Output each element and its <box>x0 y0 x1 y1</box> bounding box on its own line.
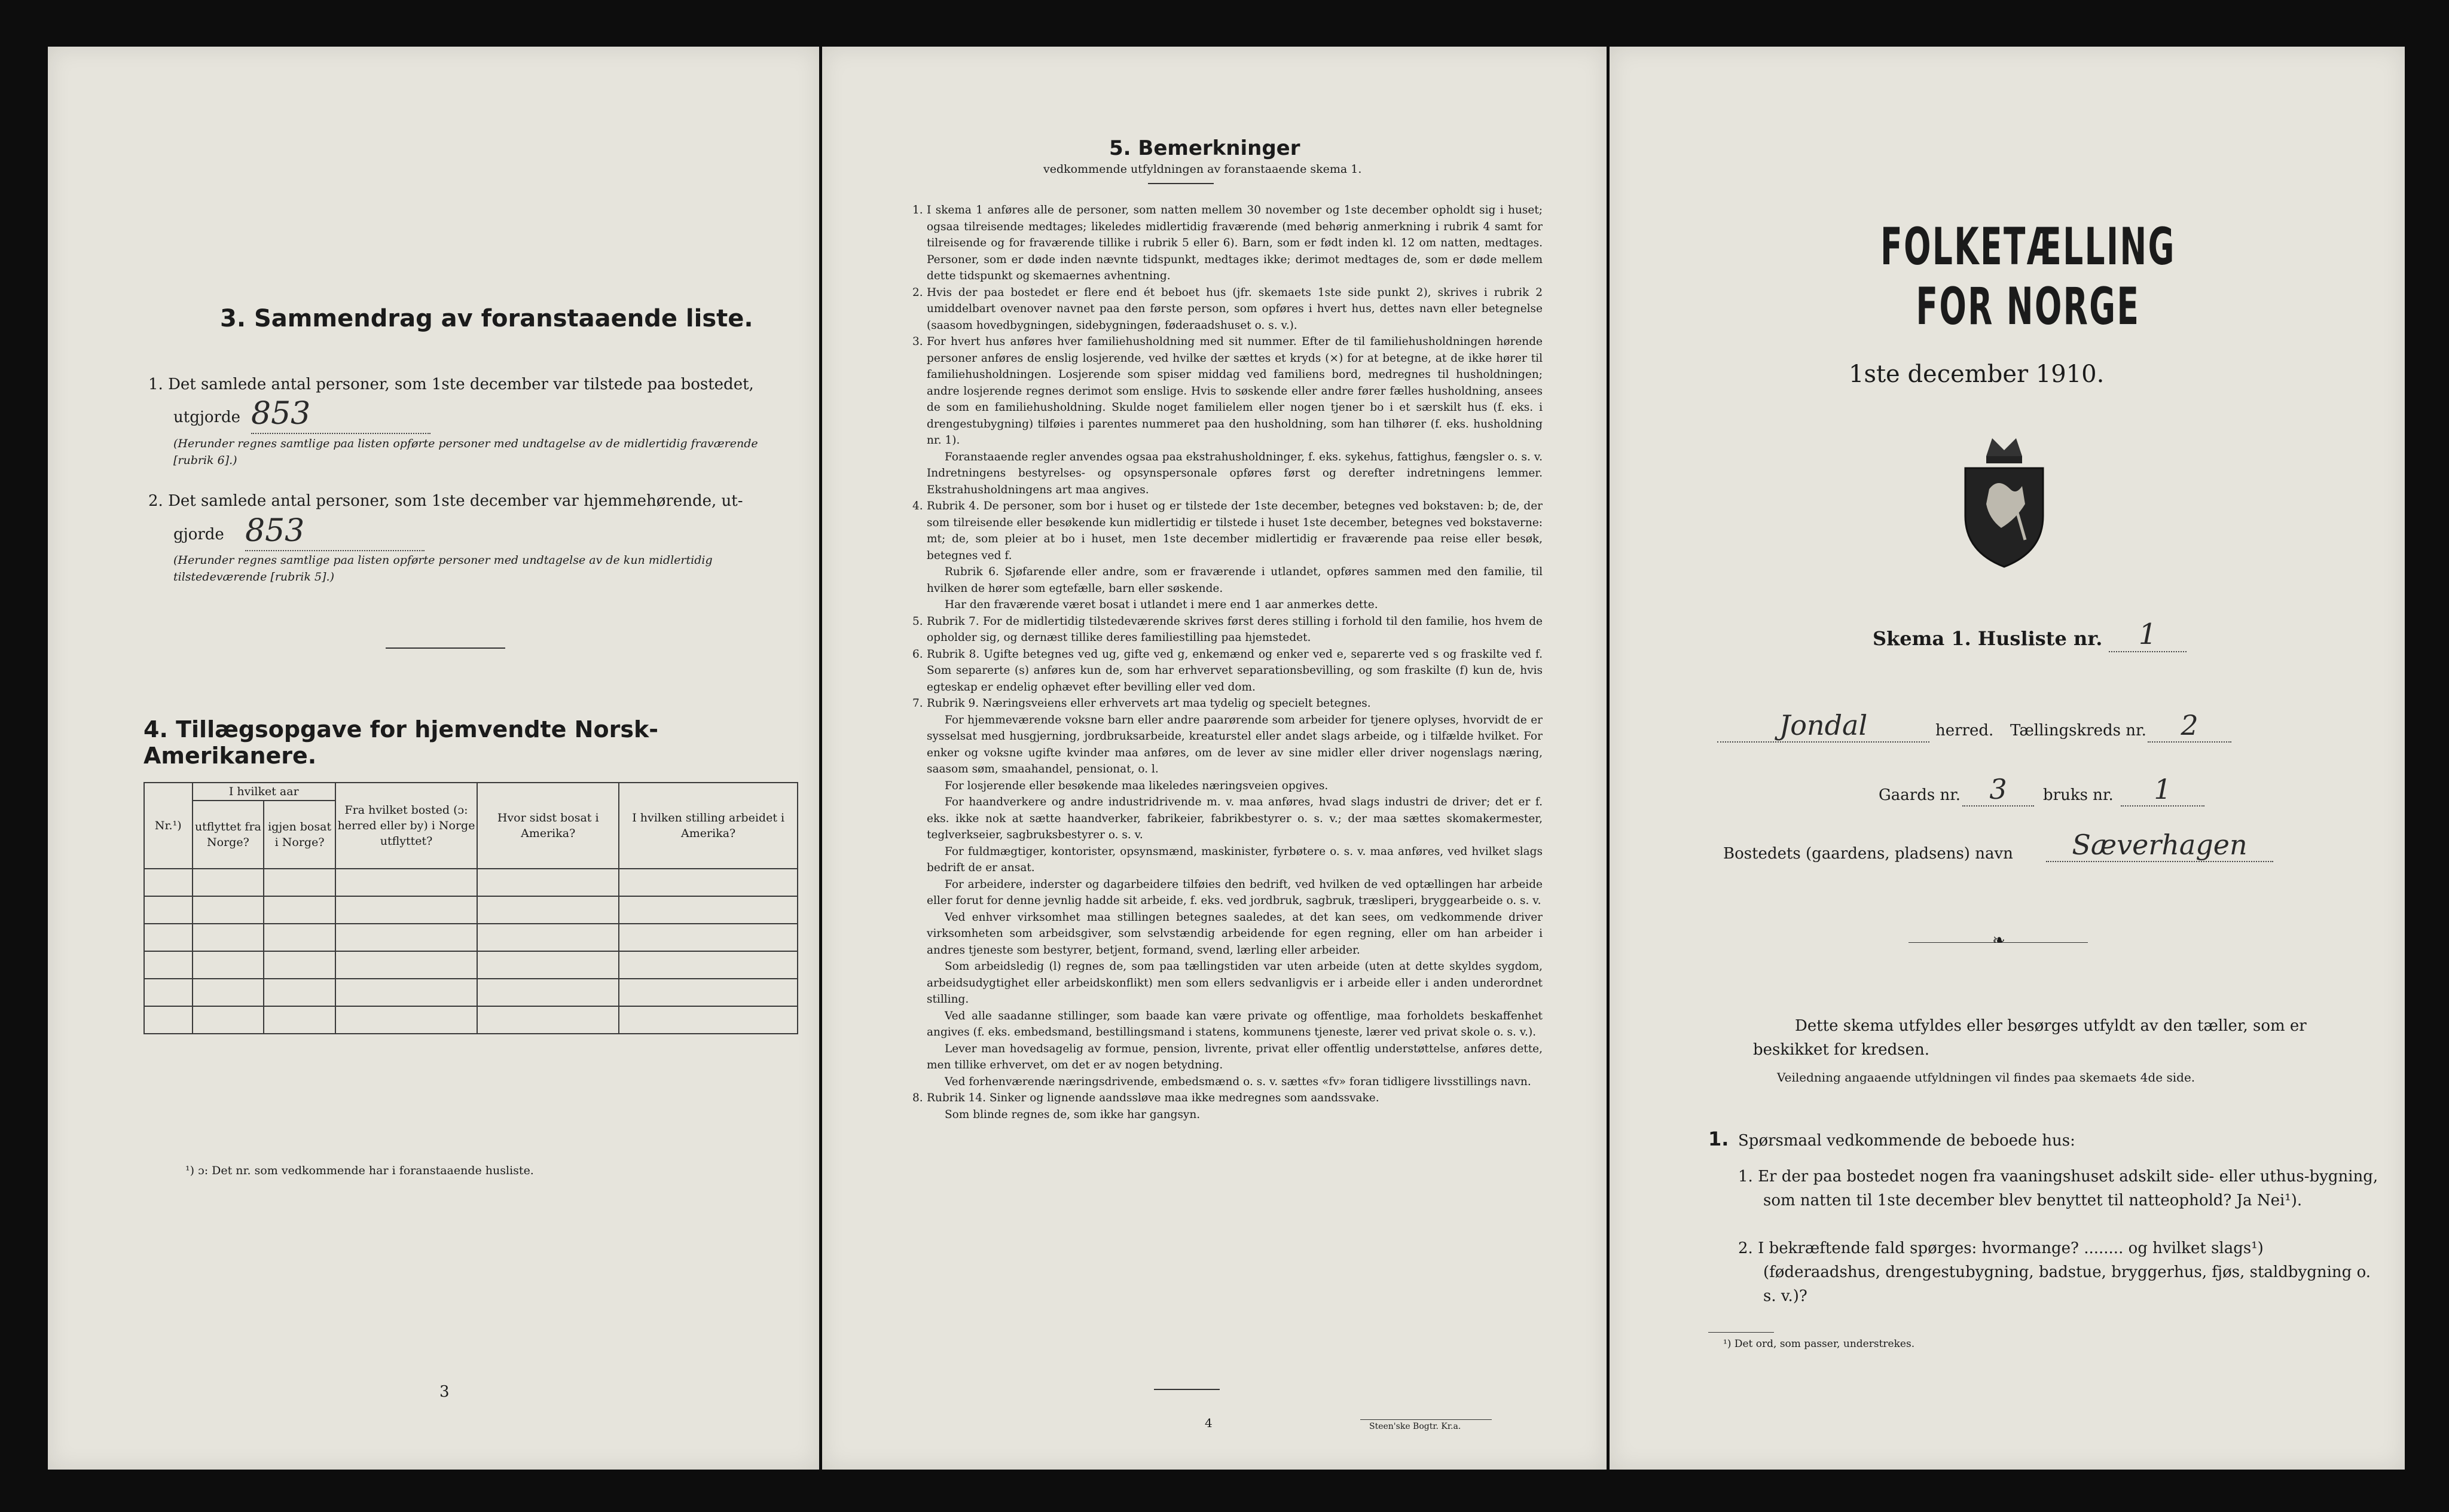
herred-label: herred. <box>1935 722 1994 740</box>
norsk-amerikanere-table <box>143 782 798 1034</box>
remark-text: Rubrik 8. Ugifte betegnes ved ug, gifte ved g, enkemænd og enker ved e, separerte ved s og fraskilte ved f. Som separerte (s) anføres kun de, som har erhvervet separationsbevilling, og som fraskilte (f) kun de, hvis egteskap er endelig ophævet efter bevilling eller ved dom. <box>927 647 1543 694</box>
section4-title: 4. Tillægsopgave for hjemvendte Norsk-Amerikanere. <box>143 716 658 769</box>
remark-paragraph <box>927 778 1543 795</box>
question-header: Spørsmaal vedkommende de beboede hus: <box>1738 1132 2075 1150</box>
remark-text: For fuldmægtiger, kontorister, opsynsmænd, maskinister, fyrbøtere o. s. v. maa anføres, ved hvilket slags bedrift de er ansat. <box>927 845 1543 874</box>
footnote: ¹) ɔ: Det nr. som vedkommende har i foranstaaende husliste. <box>185 1164 534 1177</box>
remark-paragraph <box>927 597 1543 613</box>
remark-text: Rubrik 6. Sjøfarende eller andre, som er fraværende i utlandet, opføres sammen med den familie, til hvilken de hører som egtefælle, barn eller søskende. <box>927 566 1543 595</box>
page-number: 3 <box>439 1383 450 1401</box>
remark-text: Som blinde regnes de, som ikke har gangsyn. <box>945 1108 1201 1121</box>
remark-text: Rubrik 9. Næringsveiens eller erhvervets art maa tydelig og specielt betegnes. <box>927 697 1371 710</box>
guidance-text: Veiledning angaaende utfyldningen vil findes paa skemaets 4de side. <box>1777 1070 2195 1085</box>
remark-text: Lever man hovedsagelig av formue, pension, livrente, privat eller offentlig understøttelse, anføres dette, men tillike erhvervet, om det er av nogen betydning. <box>927 1042 1543 1071</box>
table-row <box>144 979 798 1006</box>
remark-text: Rubrik 4. De personer, som bor i huset og er tilstede der 1ste december, betegnes ved bokstaven: b; de, der som tilreisende eller besøkende kun midlertidig er tilstede i huset 1ste december, betegnes ved bokstaverne: mt; de, som pleier at bo i huset, men 1ste december midlertidig er fraværende paa reise eller besøk, betegnes ved f. <box>927 500 1543 562</box>
remarks-title: 5. Bemerkninger <box>1109 136 1300 160</box>
remark-number: 6. <box>912 647 923 661</box>
remark-paragraph <box>927 1107 1543 1123</box>
right-page <box>1610 47 2405 1470</box>
item1-value: 853 <box>251 395 430 434</box>
col-utflyttet: utflyttet fra Norge? <box>193 801 264 869</box>
remark-number: 7. <box>912 697 923 710</box>
husliste-number: 1 <box>2109 618 2187 652</box>
form-date: 1ste december 1910. <box>1849 361 2105 388</box>
remark-text: For haandverkere og andre industridrivende m. v. maa anføres, hvad slags industri de driver; det er f. eks. ikke nok at sætte haandverker, fabrikeier, fabrikbestyrer o. s. v.; der maa sættes skomakermester, teglverkseier, sagbruksbestyrer o. s. v. <box>927 796 1543 841</box>
bosted-label: Bostedets (gaardens, pladsens) navn <box>1723 845 2013 863</box>
section3-title: 3. Sammendrag av foranstaaende liste. <box>220 305 753 332</box>
remarks-text <box>912 202 1543 1123</box>
printer-rule <box>1360 1419 1492 1420</box>
remark-paragraph <box>927 1041 1543 1074</box>
col-fra-bosted: Fra hvilket bosted (ɔ: herred eller by) i Norge utflyttet? <box>335 783 477 869</box>
remark-text: Har den fraværende været bosat i utlandet i mere end 1 aar anmerkes dette. <box>945 598 1378 611</box>
item2-value: 853 <box>245 512 425 551</box>
col-hvilket-aar: I hvilket aar <box>193 783 335 801</box>
bruks-value: 1 <box>2121 773 2204 807</box>
remark-text: Rubrik 7. For de midlertidig tilstedeværende skrives først deres stilling i forhold til den familie, hos hvem de opholder sig, og dernæst tillike deres familiestilling paa hjemstedet. <box>927 615 1543 644</box>
coat-of-arms-icon <box>1953 432 2055 570</box>
remark-paragraph <box>927 449 1543 499</box>
item1-text: 1. Det samlede antal personer, som 1ste december var tilstede paa bostedet, <box>148 375 754 393</box>
remarks-subtitle: vedkommende utfyldningen av foranstaaende skema 1. <box>1043 163 1362 176</box>
remark-paragraph <box>927 1074 1543 1091</box>
item2-text: 2. Det samlede antal personer, som 1ste december var hjemmehørende, ut- <box>148 492 743 510</box>
remark-text: Ved enhver virksomhet maa stillingen betegnes saaledes, at det kan sees, om vedkommende driver virksomheten som arbeidsgiver, som selvstændig arbeidende for egen regning, eller om han arbeider i andres tjeneste som bestyrer, betjent, formand, svend, lærling eller arbeider. <box>927 911 1543 957</box>
table-row <box>144 869 798 896</box>
ornament-icon: ❧ <box>1992 931 2005 949</box>
remark-text: Som arbeidsledig (l) regnes de, som paa tællingstiden var uten arbeide (uten at dette skyldes sygdom, arbeidsudygtighet eller arbeidskonflikt) men som ellers sedvanligvis er i arbeide eller i anden underordnet stilling. <box>927 960 1543 1006</box>
bottom-rule <box>1154 1389 1220 1390</box>
remark-paragraph <box>912 285 1543 334</box>
remark-paragraph <box>927 876 1543 909</box>
remark-paragraph <box>912 613 1543 646</box>
table-row <box>144 1006 798 1034</box>
item1-prefix: utgjorde <box>173 408 241 426</box>
remark-text: For arbeidere, inderster og dagarbeidere tilføies den bedrift, ved hvilken de ved optællingen har arbeide eller forut for denne jevnlig hadde sit arbeide, f. eks. ved jordbruk, sagbruk, træsliperi, bryggearbeide o. s. v. <box>927 878 1543 907</box>
remark-text: For hjemmeværende voksne barn eller andre paarørende som arbeider for tjenere oplyses, hvorvidt de er sysselsat med husgjerning, jordbruksarbeide, kreaturstel eller andet slags arbeide, og i tilfælde hvilket. For enker og voksne ugifte kvinder maa anføres, om de lever av sine midler eller driver nogenslags næring, saasom søm, smaahandel, pensionat, o. l. <box>927 713 1543 775</box>
form-title: FOLKETÆLLING FOR NORGE <box>1880 217 2176 337</box>
remark-text: Rubrik 14. Sinker og lignende aandssløve maa ikke medregnes som aandssvake. <box>927 1092 1379 1104</box>
remark-text: For losjerende eller besøkende maa likeledes næringsveien opgives. <box>945 779 1329 792</box>
gaards-label: Gaards nr. <box>1879 786 1961 804</box>
remark-number: 5. <box>912 615 923 628</box>
remark-text: Ved forhenværende næringsdrivende, embedsmænd o. s. v. sættes «fv» foran tidligere livsstillings navn. <box>945 1075 1531 1088</box>
remark-number: 4. <box>912 500 923 512</box>
col-nr: Nr.¹) <box>144 783 193 869</box>
remark-paragraph <box>912 498 1543 564</box>
bruks-label: bruks nr. <box>2043 786 2114 804</box>
question-2: 2. I bekræftende fald spørges: hvormange? ........ og hvilket slags¹) (føderaadshus, drengestubygning, badstue, bryggerhus, fjøs, staldbygning o. s. v.)? <box>1738 1239 2371 1305</box>
left-page <box>48 47 819 1470</box>
title-rule <box>1148 183 1214 184</box>
remark-paragraph <box>912 334 1543 449</box>
remark-paragraph <box>927 844 1543 876</box>
table-row <box>144 924 798 951</box>
page-number: 4 <box>1205 1416 1213 1430</box>
printer-name: Steen'ske Bogtr. Kr.a. <box>1369 1422 1461 1431</box>
item2-note: (Herunder regnes samtlige paa listen opførte personer med undtagelse av de kun midlertidig tilstedeværende [rubrik 5].) <box>173 554 713 584</box>
krets-label: Tællingskreds nr. <box>2010 722 2146 740</box>
remark-text: I skema 1 anføres alle de personer, som natten mellem 30 november og 1ste december opholdt sig i huset; ogsaa tilreisende medtages; likeledes midlertidig fraværende (med behørig anmerkning i rubrik 4 samt for tilreisende og for fraværende tillike i rubrik 5 eller 6). Barn, som er født inden kl. 12 om natten, medtages. Personer, som er døde inden nævnte tidspunkt, medtages ikke; derimot medtages de, som er døde mellem dette tidspunkt og skemaernes avhentning. <box>927 204 1543 282</box>
instruction-text: Dette skema utfyldes eller besørges utfyldt av den tæller, som er beskikket for kredsen. <box>1753 1017 2307 1059</box>
remark-number: 2. <box>912 286 923 299</box>
remark-paragraph <box>912 646 1543 696</box>
herred-value: Jondal <box>1717 709 1929 743</box>
col-hvor-sidst: Hvor sidst bosat i Amerika? <box>477 783 619 869</box>
col-igjen: igjen bosat i Norge? <box>264 801 335 869</box>
table-row <box>144 896 798 924</box>
remark-number: 1. <box>912 204 923 216</box>
footnote-rule <box>1708 1332 1774 1333</box>
remark-text: Ved alle saadanne stillinger, som baade kan være private og offentlige, maa forholdets beskaffenhet angives (f. eks. embedsmand, bestillingsmand i statens, kommunens tjeneste, lærer ved privat skole o. s. v.). <box>927 1009 1543 1038</box>
item1-note: (Herunder regnes samtlige paa listen opførte personer med undtagelse av de midlertidig fraværende [rubrik 6].) <box>173 437 758 467</box>
remark-paragraph <box>927 1008 1543 1041</box>
remark-paragraph <box>927 712 1543 778</box>
krets-value: 2 <box>2148 709 2231 743</box>
table-row <box>144 951 798 979</box>
col-stilling: I hvilken stilling arbeidet i Amerika? <box>619 783 798 869</box>
question-1: 1. Er der paa bostedet nogen fra vaaningshuset adskilt side- eller uthus-bygning, som natten til 1ste december blev benyttet til natteophold? Ja Nei¹). <box>1738 1168 2378 1209</box>
middle-page <box>822 47 1607 1470</box>
divider <box>386 647 505 649</box>
remark-paragraph <box>927 958 1543 1008</box>
skema-label: Skema 1. Husliste nr. <box>1873 627 2103 650</box>
remark-paragraph <box>912 1090 1543 1107</box>
remark-number: 8. <box>912 1092 923 1104</box>
remark-number: 3. <box>912 335 923 348</box>
remark-paragraph <box>927 909 1543 959</box>
remark-paragraph <box>912 695 1543 712</box>
remark-paragraph <box>927 794 1543 844</box>
footnote: ¹) Det ord, som passer, understrekes. <box>1723 1338 1915 1350</box>
remark-paragraph <box>912 202 1543 285</box>
remark-paragraph <box>927 564 1543 597</box>
item2-prefix: gjorde <box>173 526 224 543</box>
question-header-num: 1. <box>1708 1128 1729 1150</box>
bosted-value: Sæverhagen <box>2046 829 2273 862</box>
remark-text: Foranstaaende regler anvendes ogsaa paa ekstrahusholdninger, f. eks. sykehus, fattighus, fængsler o. s. v. Indretningens bestyrelses- og opsynspersonale opføres først og derefter indretningens lemmer. Ekstrahusholdningens art maa angives. <box>927 450 1543 496</box>
remark-text: Hvis der paa bostedet er flere end ét beboet hus (jfr. skemaets 1ste side punkt 2), skrives i rubrik 2 umiddelbart ovenover navnet paa den første person, som opføres i hvert hus, dettes navn eller betegnelse (saasom hovedbygningen, sidebygningen, føderaadshuset o. s. v.). <box>927 286 1543 332</box>
remark-text: For hvert hus anføres hver familiehusholdning med sit nummer. Efter de til familiehusholdningen hørende personer anføres de enslig losjerende, ved hvilke der sættes et kryds (×) for at betegne, at de ikke hører til familiehusholdningen. Losjerende som spiser middag ved familiens bord, medregnes til husholdningen; andre losjerende regnes derimot som enslige. Hvis to søskende eller andre fører fælles husholdning, ansees de som en familiehusholdning. Skulde noget familielem eller nogen tjener bo i et særskilt hus (f. eks. i drengestubygning) tilføies i parentes nummeret paa den husholdning, som han tilhører (f. eks. husholdning nr. 1). <box>927 335 1543 447</box>
gaards-value: 3 <box>1962 773 2034 807</box>
